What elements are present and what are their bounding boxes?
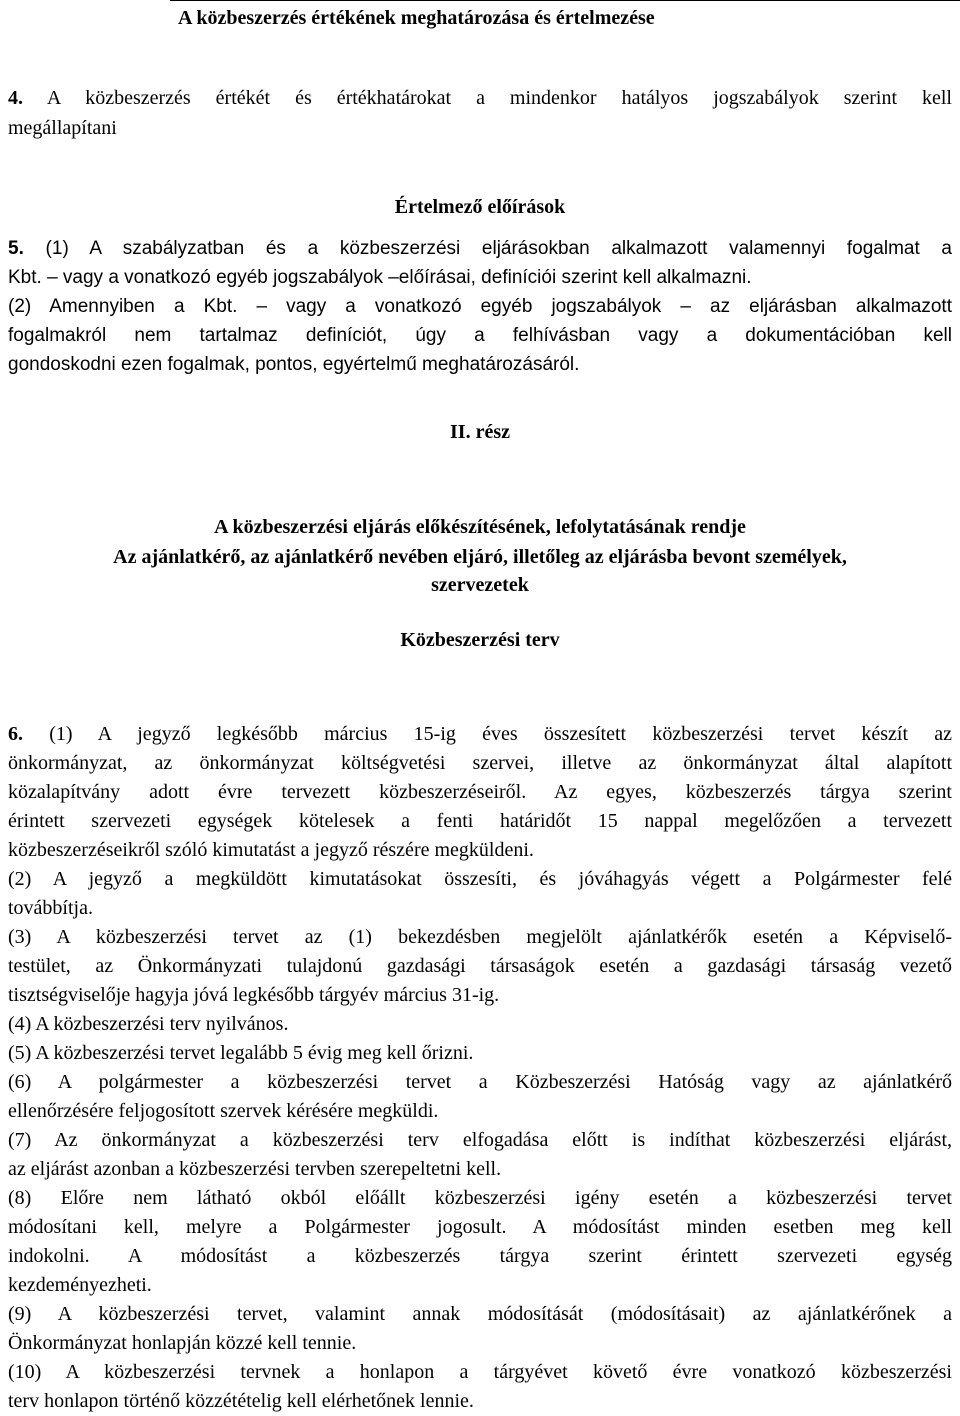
paragraph-5-line-2: Kbt. – vagy a vonatkozó egyéb jogszabályok –előírásai, definíciói szerint kell alkalmazni. (8, 267, 752, 288)
heading-ertelmezo: Értelmező előírások (394, 196, 566, 218)
part-subtitle-1: A közbeszerzési eljárás előkészítésének, lefolytatásának rendje (214, 516, 746, 538)
heading-kozbeszerzesi-terv: Közbeszerzési terv (400, 629, 560, 651)
paragraph-6-line: önkormányzat, az önkormányzat költségvetési szervei, illetve az önkormányzat által alapított (8, 752, 952, 774)
paragraph-6-line: (8) Előre nem látható okból előállt közbeszerzési igény esetén a közbeszerzési tervet (8, 1187, 952, 1209)
paragraph-5-number: 5. (8, 238, 24, 259)
section-title: A közbeszerzés értékének meghatározása és értelmezése (178, 7, 655, 29)
paragraph-4-text: A közbeszerzés értékét és értékhatárokat a mindenkor hatályos jogszabályok szerint kell (46, 87, 952, 109)
paragraph-6-number: 6. (8, 723, 23, 745)
paragraph-6-line: (5) A közbeszerzési tervet legalább 5 évig meg kell őrizni. (8, 1042, 474, 1064)
paragraph-6-line: terv honlapon történő közzétételig kell elérhetőnek lennie. (8, 1390, 474, 1412)
part-subtitle-2-line-1: Az ajánlatkérő, az ajánlatkérő nevében eljáró, illetőleg az eljárásba bevont személyek, (113, 546, 847, 568)
paragraph-5-line-5: gondoskodni ezen fogalmak, pontos, egyértelmű meghatározásáról. (8, 354, 580, 375)
paragraph-6-line: érintett szervezeti egységek kötelesek a fenti határidőt 15 nappal megelőzően a tervezett (8, 810, 952, 832)
paragraph-6-line: közbeszerzéseikről szóló kimutatást a jegyző részére megküldeni. (8, 839, 534, 861)
paragraph-6-line: továbbítja. (8, 897, 93, 919)
paragraph-6-line: (2) A jegyző a megküldött kimutatásokat összesíti, és jóváhagyás végett a Polgármester felé (8, 868, 952, 890)
paragraph-6-line: (9) A közbeszerzési tervet, valamint annak módosítását (módosításait) az ajánlatkérőnek a (8, 1303, 952, 1325)
paragraph-5-line-3: (2) Amennyiben a Kbt. – vagy a vonatkozó egyéb jogszabályok – az eljárásban alkalmazott (8, 296, 952, 317)
paragraph-6-line: indokolni. A módosítást a közbeszerzés tárgya szerint érintett szervezeti egység (8, 1245, 952, 1267)
paragraph-6-line: közalapítvány adott évre tervezett közbeszerzéseiről. Az egyes, közbeszerzés tárgya szerint (8, 781, 952, 803)
top-rule (170, 0, 960, 1)
paragraph-6-line: módosítani kell, melyre a Polgármester jogosult. A módosítást minden esetben meg kell (8, 1216, 952, 1238)
paragraph-6-line: (7) Az önkormányzat a közbeszerzési terv elfogadása előtt is indíthat közbeszerzési eljárást, (8, 1129, 952, 1151)
paragraph-6-line: tisztségviselője hagyja jóvá legkésőbb tárgyév március 31-ig. (8, 984, 500, 1006)
part-subtitle-2-line-2: szervezetek (431, 574, 529, 596)
paragraph-4-line-2: megállapítani (8, 117, 117, 139)
paragraph-5-line-4: fogalmakról nem tartalmaz definíciót, úgy a felhívásban vagy a dokumentációban kell (8, 325, 952, 346)
paragraph-5-line-1 (8, 236, 952, 262)
paragraph-6-line: kezdeményezheti. (8, 1274, 152, 1296)
paragraph-4-line-1 (8, 85, 952, 111)
paragraph-6-text: (1) A jegyző legkésőbb március 15-ig éves összesített közbeszerzési tervet készít az (49, 723, 952, 745)
paragraph-4-number: 4. (8, 87, 23, 109)
paragraph-6-line: Önkormányzat honlapján közzé kell tennie. (8, 1332, 357, 1354)
paragraph-6-line: testület, az Önkormányzati tulajdonú gazdasági társaságok esetén a gazdasági társaság vezető (8, 955, 952, 977)
paragraph-6-line: (6) A polgármester a közbeszerzési tervet a Közbeszerzési Hatóság vagy az ajánlatkérő (8, 1071, 952, 1093)
part-title: II. rész (450, 421, 510, 443)
paragraph-6-line-1 (8, 721, 952, 747)
paragraph-5-text: (1) A szabályzatban és a közbeszerzési eljárásokban alkalmazott valamennyi fogalmat a (45, 238, 952, 259)
paragraph-6-line: az eljárást azonban a közbeszerzési tervben szerepeltetni kell. (8, 1158, 502, 1180)
paragraph-6-line: (3) A közbeszerzési tervet az (1) bekezdésben megjelölt ajánlatkérők esetén a Képviselő- (8, 926, 952, 948)
paragraph-6-line: ellenőrzésére feljogosított szervek kérésére megküldi. (8, 1100, 439, 1122)
paragraph-6-line: (10) A közbeszerzési tervnek a honlapon a tárgyévet követő évre vonatkozó közbeszerzési (8, 1361, 952, 1383)
paragraph-6-line: (4) A közbeszerzési terv nyilvános. (8, 1013, 289, 1035)
